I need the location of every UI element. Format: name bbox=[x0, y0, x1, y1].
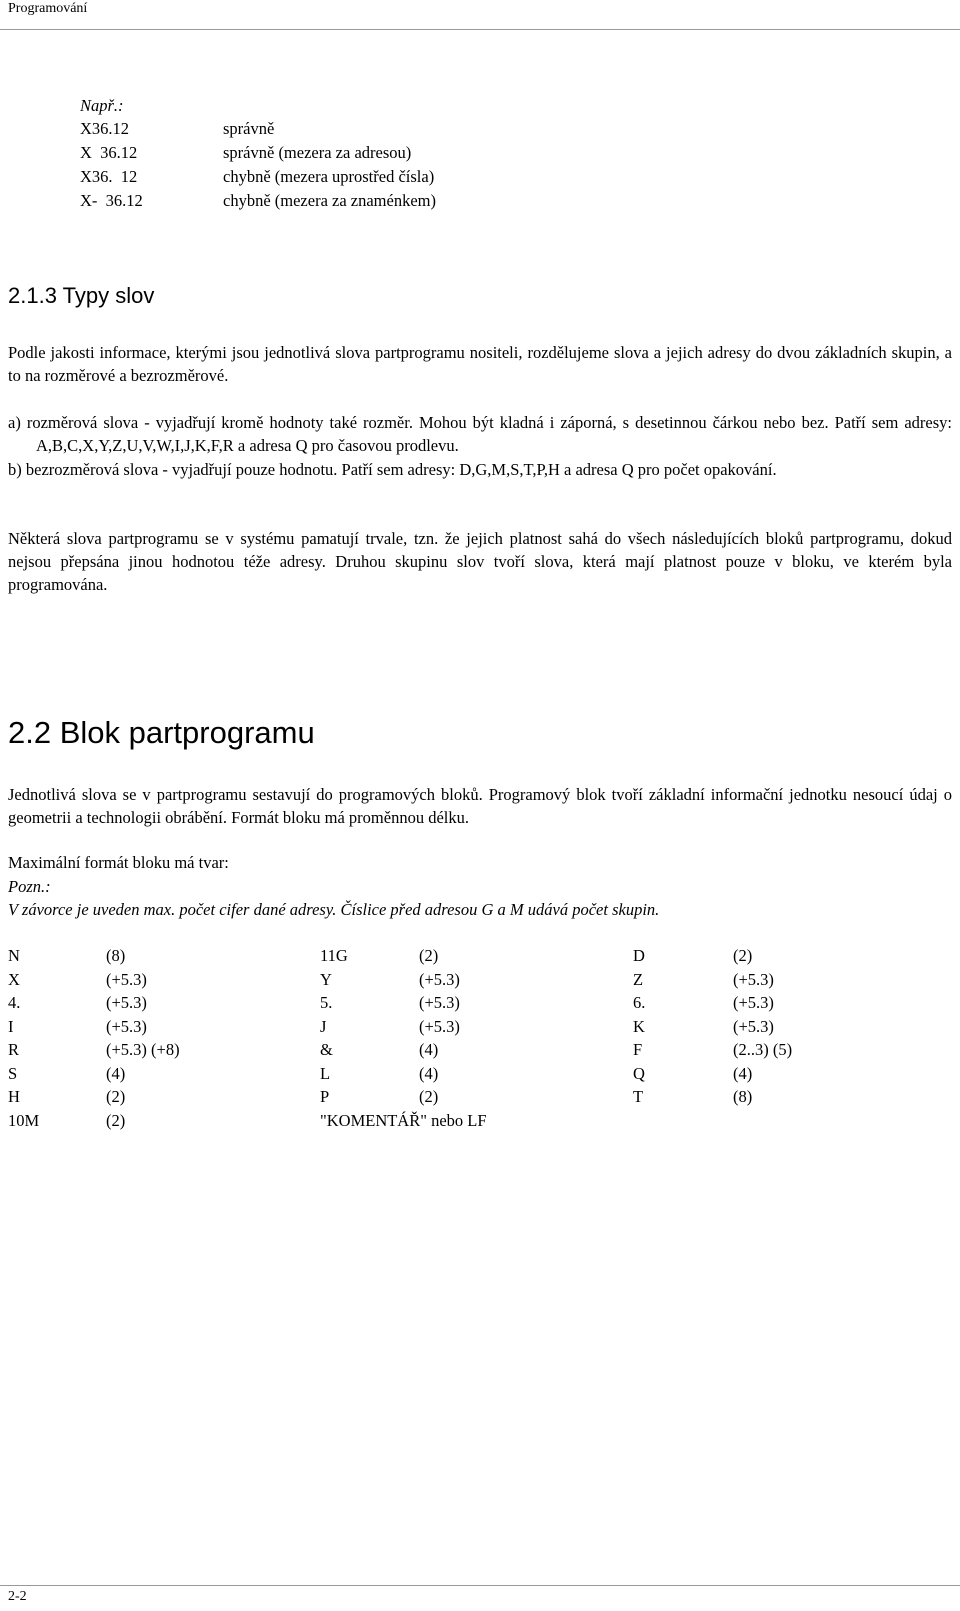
example-code: X 36.12 bbox=[80, 143, 138, 162]
table-address: I bbox=[8, 1016, 14, 1036]
table-address: P bbox=[320, 1087, 330, 1106]
table-address: T bbox=[633, 1087, 644, 1106]
table-digits: (+5.3) bbox=[419, 993, 460, 1012]
example-description: správně bbox=[223, 119, 275, 138]
section-heading-2-1-3: 2.1.3 Typy slov bbox=[8, 283, 155, 308]
example-code: X- 36.12 bbox=[80, 191, 143, 210]
table-digits: (8) bbox=[106, 946, 126, 965]
table-address: Z bbox=[633, 969, 644, 989]
table-address: H bbox=[8, 1087, 20, 1106]
table-address: 5. bbox=[320, 993, 333, 1012]
table-address: Y bbox=[320, 969, 332, 989]
example-description: chybně (mezera za znaménkem) bbox=[223, 191, 436, 210]
footer-divider bbox=[0, 1585, 960, 1586]
table-address: & bbox=[320, 1040, 333, 1059]
table-address: Q bbox=[633, 1063, 645, 1083]
table-address: D bbox=[633, 946, 645, 965]
table-digits: (4) bbox=[106, 1063, 126, 1083]
table-digits: (2) bbox=[419, 1087, 439, 1106]
example-description: chybně (mezera uprostřed čísla) bbox=[223, 167, 435, 186]
table-address: X bbox=[8, 969, 20, 989]
table-digits: (+5.3) bbox=[733, 993, 774, 1012]
table-address: K bbox=[633, 1016, 645, 1036]
table-address: 6. bbox=[633, 993, 646, 1012]
section-heading-2-2: 2.2 Blok partprogramu bbox=[8, 715, 315, 750]
table-digits: (+5.3) bbox=[106, 969, 147, 989]
table-digits: (2) bbox=[106, 1110, 126, 1130]
table-address: 4. bbox=[8, 993, 21, 1012]
table-digits: (+5.3) bbox=[419, 969, 460, 989]
table-address: J bbox=[320, 1016, 327, 1036]
list-item-a: a) rozměrová slova - vyjadřují kromě hodnoty také rozměr. Mohou být kladná i záporná, s desetinnou čárkou nebo bez. Patří sem adresy: A,B,C,X,Y,Z,U,V,W,I,J,K,F,R a adresa Q pro časovou prodlevu. bbox=[8, 413, 952, 455]
block-format-label: Maximální formát bloku má tvar: bbox=[8, 853, 229, 872]
example-label: Např.: bbox=[80, 96, 124, 115]
example-code: X36.12 bbox=[80, 119, 130, 138]
section-2-2-intro: Jednotlivá slova se v partprogramu sestavují do programových bloků. Programový blok tvoří základní informační jednotku nesoucí údaj o geometrii a technologii obrábění. Formát bloku má proměnnou délku. bbox=[8, 785, 952, 827]
table-address: "KOMENTÁŘ" nebo LF bbox=[320, 1110, 487, 1130]
table-address: F bbox=[633, 1040, 643, 1059]
table-digits: (2) bbox=[419, 946, 439, 965]
section-2-1-3-intro: Podle jakosti informace, kterými jsou jednotlivá slova partprogramu nositeli, rozdělujeme slova a jejich adresy do dvou základních skupin, a to na rozměrové a bezrozměrové. bbox=[8, 343, 952, 385]
section-2-1-3-closing: Některá slova partprogramu se v systému pamatují trvale, tzn. že jejich platnost sahá do všech následujících bloků partprogramu, dokud nejsou přepsána jinou hodnotou téže adresy. Druhou skupinu slov tvoří slova, která mají platnost pouze v bloku, ve kterém byla programována. bbox=[8, 529, 952, 594]
example-description: správně (mezera za adresou) bbox=[223, 143, 412, 162]
table-digits: (+5.3) bbox=[733, 1016, 774, 1036]
table-digits: (+5.3) bbox=[419, 1016, 460, 1036]
table-digits: (4) bbox=[733, 1063, 753, 1083]
table-address: R bbox=[8, 1040, 20, 1059]
page-number: 2-2 bbox=[8, 1589, 27, 1604]
table-address: L bbox=[320, 1063, 331, 1083]
table-address: S bbox=[8, 1063, 18, 1083]
table-digits: (8) bbox=[733, 1087, 753, 1106]
table-address: N bbox=[8, 946, 20, 965]
header-divider bbox=[0, 29, 960, 30]
table-digits: (+5.3) bbox=[106, 1016, 147, 1036]
table-digits: (2..3) (5) bbox=[733, 1040, 793, 1059]
note-text: V závorce je uveden max. počet cifer dané adresy. Číslice před adresou G a M udává počet skupin. bbox=[8, 900, 660, 919]
table-address: 11G bbox=[320, 946, 348, 965]
list-item-b: b) bezrozměrová slova - vyjadřují pouze hodnotu. Patří sem adresy: D,G,M,S,T,P,H a adresa Q pro počet opakování. bbox=[8, 460, 777, 479]
table-digits: (4) bbox=[419, 1040, 439, 1059]
table-digits: (+5.3) (+8) bbox=[106, 1040, 180, 1059]
table-digits: (+5.3) bbox=[733, 969, 774, 989]
page-header-title: Programování bbox=[8, 1, 88, 16]
table-digits: (2) bbox=[733, 946, 753, 965]
example-code: X36. 12 bbox=[80, 167, 138, 186]
table-digits: (4) bbox=[419, 1063, 439, 1083]
table-digits: (2) bbox=[106, 1087, 126, 1106]
note-label: Pozn.: bbox=[8, 877, 51, 896]
table-digits: (+5.3) bbox=[106, 993, 147, 1012]
table-address: 10M bbox=[8, 1110, 40, 1130]
